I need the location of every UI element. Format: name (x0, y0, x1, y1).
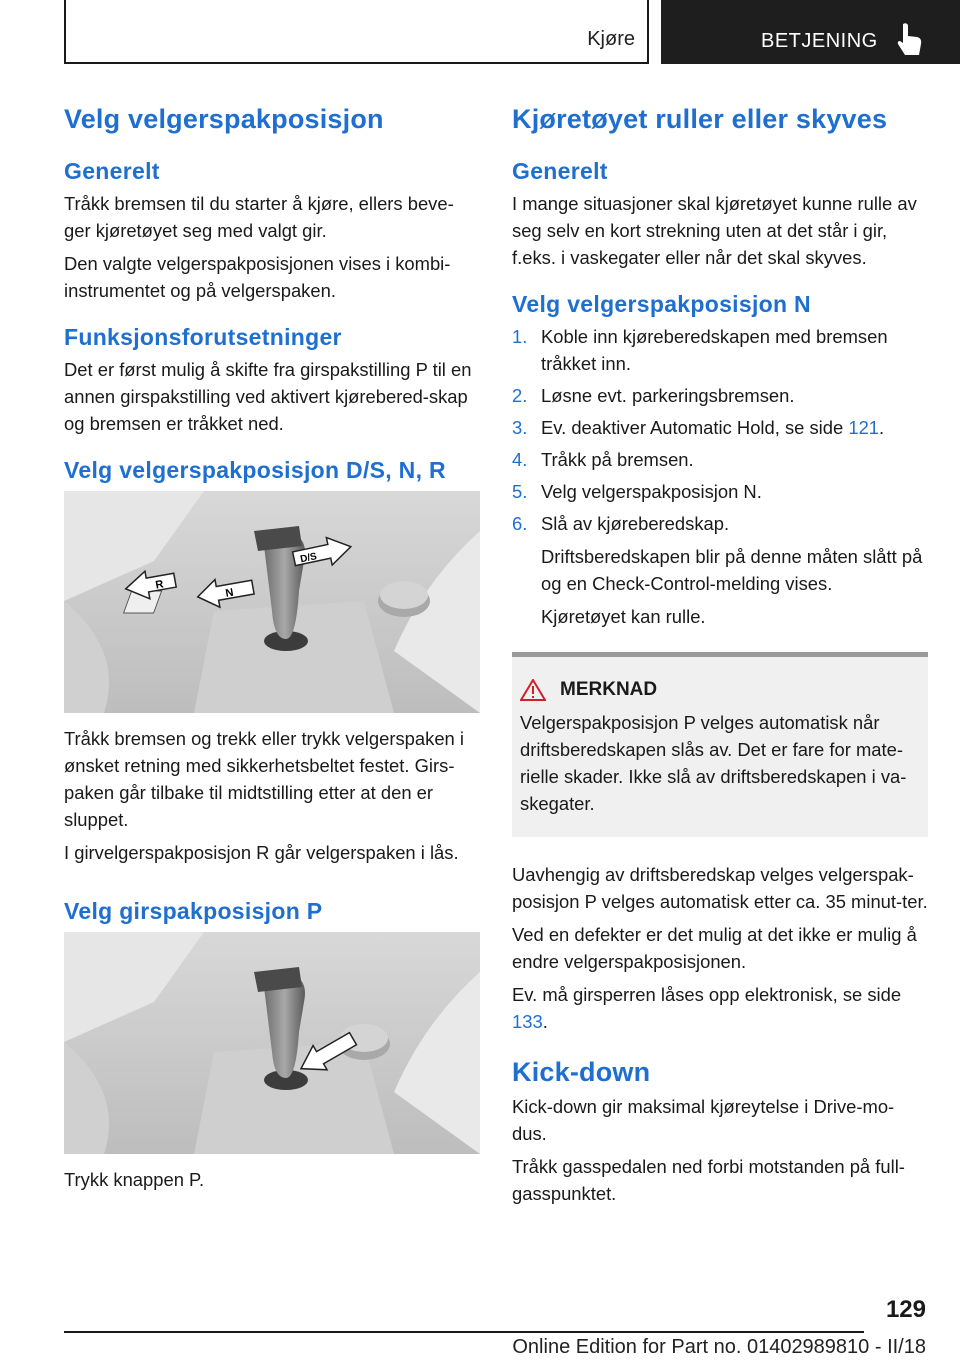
paragraph: Tråkk gasspedalen ned forbi motstanden på full-gasspunktet. (512, 1156, 905, 1204)
list-item: 6. Slå av kjøreberedskap. (512, 513, 730, 534)
paragraph: Det er først mulig å skifte fra girspakstilling P til en annen girspakstilling ved aktivert kjørebered-skap og bremsen er tråkket ned. (64, 359, 472, 434)
paragraph: Uavhengig av driftsberedskap velges velgerspak-posisjon P velges automatisk etter ca. 35 minut-ter. (512, 864, 928, 912)
paragraph: Ev. må girsperren låses opp elektronisk, se side 133. (512, 984, 902, 1032)
notice-box (512, 652, 928, 837)
heading-prerequisites: Funksjonsforutsetninger (64, 324, 342, 350)
gear-selector-p-illustration (64, 932, 480, 1154)
left-column (64, 100, 480, 1199)
heading-general: Generelt (64, 158, 160, 184)
section-title-gear-selector: Velg velgerspakposisjon (64, 104, 384, 134)
warning-icon (520, 679, 546, 701)
section-tab[interactable] (661, 0, 960, 64)
list-item: 4. Tråkk på bremsen. (512, 449, 694, 470)
list-item: 5. Velg velgerspakposisjon N. (512, 481, 762, 502)
paragraph: I mange situasjoner skal kjøretøyet kunne rulle av seg selv en kort strekning uten at det står i gir, f.eks. i vaskegater eller når det skal skyves. (512, 193, 917, 268)
heading-select-n: Velg velgerspakposisjon N (512, 291, 811, 317)
chapter-tab[interactable] (64, 0, 649, 64)
list-item: 2. Løsne evt. parkeringsbremsen. (512, 385, 795, 406)
gear-selector-dsnr-illustration (64, 491, 480, 713)
paragraph: Den valgte velgerspakposisjonen vises i kombi-instrumentet og på velgerspaken. (64, 253, 451, 301)
section-title-rolling: Kjøretøyet ruller eller skyves (512, 104, 888, 134)
heading-general: Generelt (512, 158, 608, 184)
paragraph: Driftsberedskapen blir på denne måten slått på og en Check-Control-melding vises. (541, 546, 923, 594)
heading-select-dsnr: Velg velgerspakposisjon D/S, N, R (64, 457, 446, 483)
heading-select-p: Velg girspakposisjon P (64, 898, 323, 924)
hand-pointer-icon (895, 22, 925, 58)
section-tab-label: BETJENING (761, 30, 878, 52)
list-item: 3. Ev. deaktiver Automatic Hold, se side 121. (512, 417, 885, 438)
arrow-label-n: N (224, 586, 235, 600)
chapter-tab-label: Kjøre (587, 28, 635, 50)
steps-list (512, 323, 928, 537)
page-link-121[interactable]: 121 (848, 417, 880, 438)
arrow-label-r: R (154, 578, 165, 592)
right-column (512, 100, 928, 1213)
page-number: 129 (885, 1296, 926, 1323)
footer-divider (64, 1331, 864, 1333)
notice-header (520, 679, 920, 701)
page-link-133[interactable]: 133 (512, 1011, 543, 1032)
notice-title: MERKNAD (560, 679, 658, 700)
paragraph: Ved en defekter er det mulig at det ikke er mulig å endre velgerspakposisjonen. (512, 924, 917, 972)
paragraph: I girvelgerspakposisjon R går velgerspaken i lås. (64, 842, 459, 863)
paragraph: Kjøretøyet kan rulle. (541, 606, 706, 627)
edition-label: Online Edition for Part no. 01402989810 - II/18 (512, 1336, 926, 1358)
paragraph: Tråkk bremsen til du starter å kjøre, ellers beve-ger kjøretøyet seg med valgt gir. (64, 193, 454, 241)
paragraph: Kick-down gir maksimal kjøreytelse i Drive-mo-dus. (512, 1096, 895, 1144)
notice-text: Velgerspakposisjon P velges automatisk når driftsberedskapen slås av. Det er fare for mate-rielle skader. Ikke slå av driftsberedskapen i va-skegater. (520, 712, 907, 814)
heading-kickdown: Kick-down (512, 1057, 651, 1087)
arrow-label-ds: D/S (299, 551, 318, 566)
paragraph: Tråkk bremsen og trekk eller trykk velgerspaken i ønsket retning med sikkerhetsbeltet festet. Girs-paken går tilbake til midtstilling etter at den er sluppet. (64, 728, 464, 830)
list-item: 1. Koble inn kjøreberedskapen med bremsen tråkket inn. (512, 326, 888, 374)
paragraph: Trykk knappen P. (64, 1169, 205, 1190)
